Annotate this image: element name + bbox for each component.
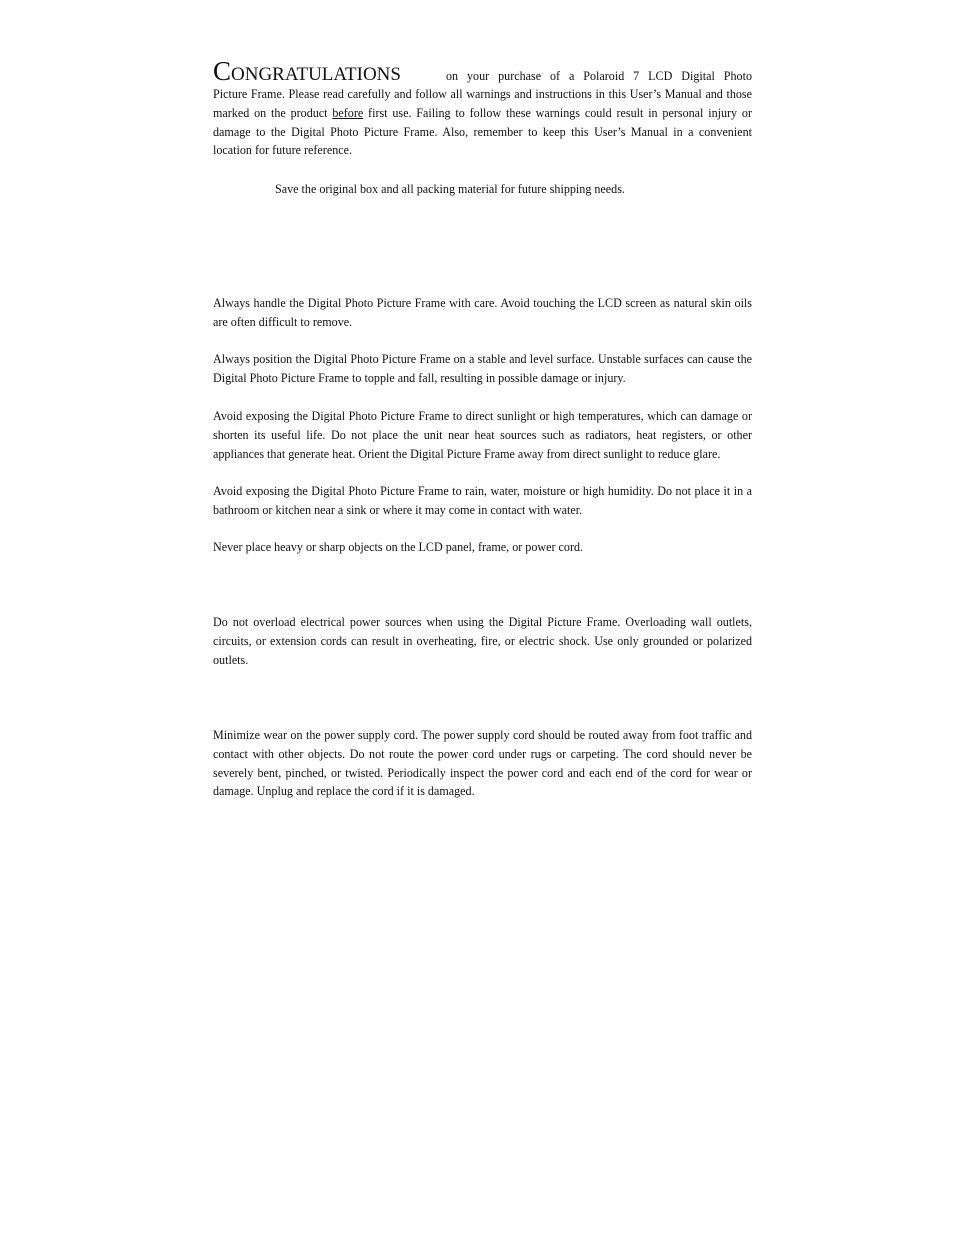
paragraph-heavy-objects: Never place heavy or sharp objects on the LCD panel, frame, or power cord. bbox=[213, 540, 584, 554]
intro-underlined-word: before bbox=[332, 105, 364, 120]
paragraph-power-overload: Do not overload electrical power sources when using the Digital Picture Frame. Overloading wall outlets, circuits, or extension cords can result in overheating, fire, or electric shock. Use only grounded or polarized outlets. bbox=[213, 615, 752, 667]
intro-line1-text: on your purchase of a Polaroid 7 LCD Digital Photo bbox=[446, 69, 752, 83]
intro-body-text bbox=[213, 85, 752, 160]
packing-note: Save the original box and all packing material for future shipping needs. bbox=[275, 182, 625, 196]
intro-first-line bbox=[213, 57, 752, 85]
intro-text-after: first use. Failing to follow these warnings could result in personal injury or damage to the Digital Photo Picture Frame. Also, remember to keep this User’s Manual in a convenient location for future reference. bbox=[213, 105, 752, 158]
intro-text-before: Picture Frame. Please read carefully and follow all warnings and instructions in this User’s Manual and those marked on the product bbox=[213, 87, 752, 120]
paragraph-power-cord: Minimize wear on the power supply cord. The power supply cord should be routed away from foot traffic and contact with other objects. Do not route the power cord under rugs or carpeting. The cord should never be severely bent, pinched, or twisted. Periodically inspect the power cord and each end of the cord for wear or damage. Unplug and replace the cord if it is damaged. bbox=[213, 728, 752, 799]
paragraph-stable-surface: Always position the Digital Photo Picture Frame on a stable and level surface. Unstable surfaces can cause the Digital Photo Picture Frame to topple and fall, resulting in possible damage or injury. bbox=[213, 352, 752, 385]
intro-paragraph bbox=[213, 57, 752, 160]
paragraph-sunlight-heat: Avoid exposing the Digital Photo Picture Frame to direct sunlight or high temperatures, which can damage or shorten its useful life. Do not place the unit near heat sources such as radiators, heat registers, or other appliances that generate heat. Orient the Digital Picture Frame away from direct sunlight to reduce glare. bbox=[213, 409, 752, 461]
paragraph-moisture: Avoid exposing the Digital Photo Picture Frame to rain, water, moisture or high humidity. Do not place it in a bathroom or kitchen near a sink or where it may come in contact with water. bbox=[213, 484, 752, 517]
intro-heading: Congratulations bbox=[213, 56, 401, 86]
paragraph-handle-care: Always handle the Digital Photo Picture Frame with care. Avoid touching the LCD screen as natural skin oils are often difficult to remove. bbox=[213, 296, 752, 329]
